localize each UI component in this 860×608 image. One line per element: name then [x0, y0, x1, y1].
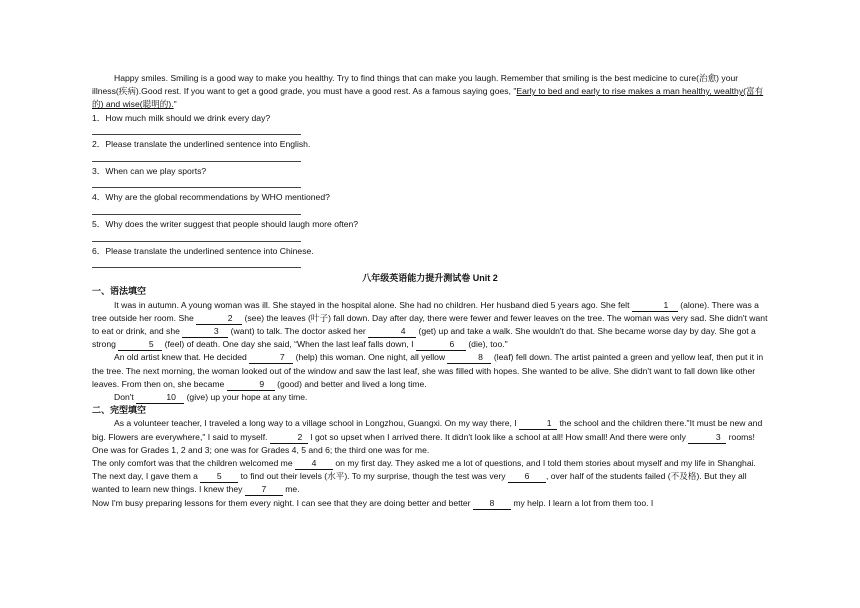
- passage-text: It was in autumn. A young woman was ill. She stayed in the hospital alone. She had no children. Her husband died 5 years ago. She felt: [114, 299, 632, 310]
- passage-text: (get) up and take a walk. She wouldn't do that. She became worse day by day. She got a strong: [92, 325, 756, 350]
- passage-text: (see) the leaves (叶子) fall down. Day after day, there were fewer and fewer leaves on the tree. The woman was very sad. She didn't want to eat or drink, and she: [92, 312, 768, 336]
- cloze-paragraph: [92, 417, 768, 457]
- passage-text: to find out their levels (水平). To my surprise, though the test was very: [238, 471, 508, 482]
- answer-line[interactable]: [92, 151, 768, 164]
- passage-text: (give) up your hope at any time.: [184, 392, 308, 402]
- passage-text: (die), too.": [465, 339, 508, 350]
- grammar-paragraph: [92, 299, 768, 352]
- passage-text: , over half of the students failed (不及格). But they all wanted to learn new things. I knew they: [92, 471, 747, 495]
- question: 1．How much milk should we drink every day?: [92, 112, 271, 123]
- passage-text: on my first day. They asked me a lot of questions, and I told them stories about myself and my life in Shanghai. The next day, I gave them a: [92, 458, 756, 482]
- blank[interactable]: 4: [368, 326, 416, 338]
- blank[interactable]: 7: [245, 484, 283, 496]
- reading-text: Happy smiles. Smiling is a good way to make you healthy. Try to find things that can make you laugh. Remember that smiling is the best medicine to cure(治愈) your illness(疾病).Good rest. If you want to get a good grade, you must have a good rest. As a famous saying goes, ": [92, 73, 739, 97]
- passage-text: (feel) of death. One day she said, “When the last leaf falls down, I: [162, 339, 416, 350]
- blank[interactable]: 4: [295, 458, 333, 470]
- cloze-paragraph: [92, 457, 768, 497]
- section-heading: 一、语法填空: [92, 286, 147, 297]
- blank[interactable]: 1: [519, 418, 557, 430]
- unit-title: 八年级英语能力提升测试卷 Unit 2: [362, 273, 498, 284]
- passage-text: As a volunteer teacher, I traveled a long way to a village school in Longzhou, Guangxi. On my way there, I: [114, 418, 520, 429]
- blank[interactable]: 5: [200, 471, 238, 483]
- question: 2．Please translate the underlined sentence into English.: [92, 139, 311, 150]
- grammar-paragraph: [92, 391, 768, 404]
- passage-text: the school and the children there."It must be new and big. Flowers are everywhere," I said to myself.: [92, 418, 763, 442]
- blank[interactable]: 8: [473, 498, 511, 510]
- blank[interactable]: 3: [688, 432, 726, 444]
- passage-text: Now I'm busy preparing lessons for them every night. I can see that they are doing better and better: [92, 497, 473, 508]
- passage-text: The only comfort was that the children welcomed me: [92, 458, 295, 469]
- blank[interactable]: 6: [416, 339, 466, 351]
- passage-text: (alone). There was a tree outside her room. She: [92, 299, 759, 323]
- passage-text: rooms! One was for Grades 1, 2 and 3; one was for Grades 4, 5 and 6; the third one was for me.: [92, 431, 755, 455]
- cloze-paragraph: [92, 497, 768, 510]
- blank[interactable]: 2: [270, 432, 308, 444]
- blank[interactable]: 1: [632, 300, 678, 312]
- blank[interactable]: 5: [118, 339, 162, 351]
- answer-line[interactable]: [92, 258, 768, 271]
- blank[interactable]: 2: [196, 313, 242, 325]
- passage-text: I got so upset when I arrived there. It didn't look like a school at all! How small! And there were only: [307, 431, 689, 442]
- question: 5．Why does the writer suggest that people should laugh more often?: [92, 218, 359, 229]
- passage-text: Don't: [114, 392, 137, 402]
- passage-text: (good) and better and lived a long time.: [274, 378, 427, 389]
- blank[interactable]: 9: [227, 379, 275, 391]
- passage-text: (want) to talk. The doctor asked her: [228, 325, 369, 336]
- grammar-paragraph: [92, 351, 768, 391]
- question: 6．Please translate the underlined sentence into Chinese.: [92, 245, 314, 256]
- section-heading: 二、完型填空: [92, 405, 147, 416]
- passage-text: (help) this woman. One night, all yellow: [293, 352, 448, 363]
- answer-line[interactable]: [92, 178, 768, 191]
- blank[interactable]: 3: [182, 326, 228, 338]
- blank[interactable]: 7: [249, 352, 293, 364]
- document-page: [92, 72, 768, 510]
- blank[interactable]: 6: [508, 471, 546, 483]
- answer-line[interactable]: [92, 205, 768, 218]
- blank[interactable]: 8: [447, 352, 491, 364]
- reading-text-end: ": [173, 99, 177, 110]
- underlined-sentence: Early to bed and early to rise makes a man healthy, wealthy(富有的) and wise(聪明的).: [92, 86, 764, 110]
- blank[interactable]: 10: [136, 392, 184, 404]
- passage-text: my help. I learn a lot from them too. I: [510, 497, 654, 508]
- reading-paragraph: [92, 72, 768, 112]
- answer-line[interactable]: [92, 125, 768, 138]
- passage-text: (leaf) fell down. The artist painted a green and yellow leaf, then put it in the tree. The next morning, the woman looked out of the window and saw the last leaf, she was filled with hopes. She wanted to be alive. She didn't want to fall down like other leaves. From then on, she became: [92, 352, 764, 389]
- answer-line[interactable]: [92, 231, 768, 244]
- question: 3．When can we play sports?: [92, 165, 207, 176]
- passage-text: An old artist knew that. He decided: [114, 352, 250, 363]
- passage-text: me.: [282, 484, 300, 495]
- question: 4．Why are the global recommendations by WHO mentioned?: [92, 192, 330, 203]
